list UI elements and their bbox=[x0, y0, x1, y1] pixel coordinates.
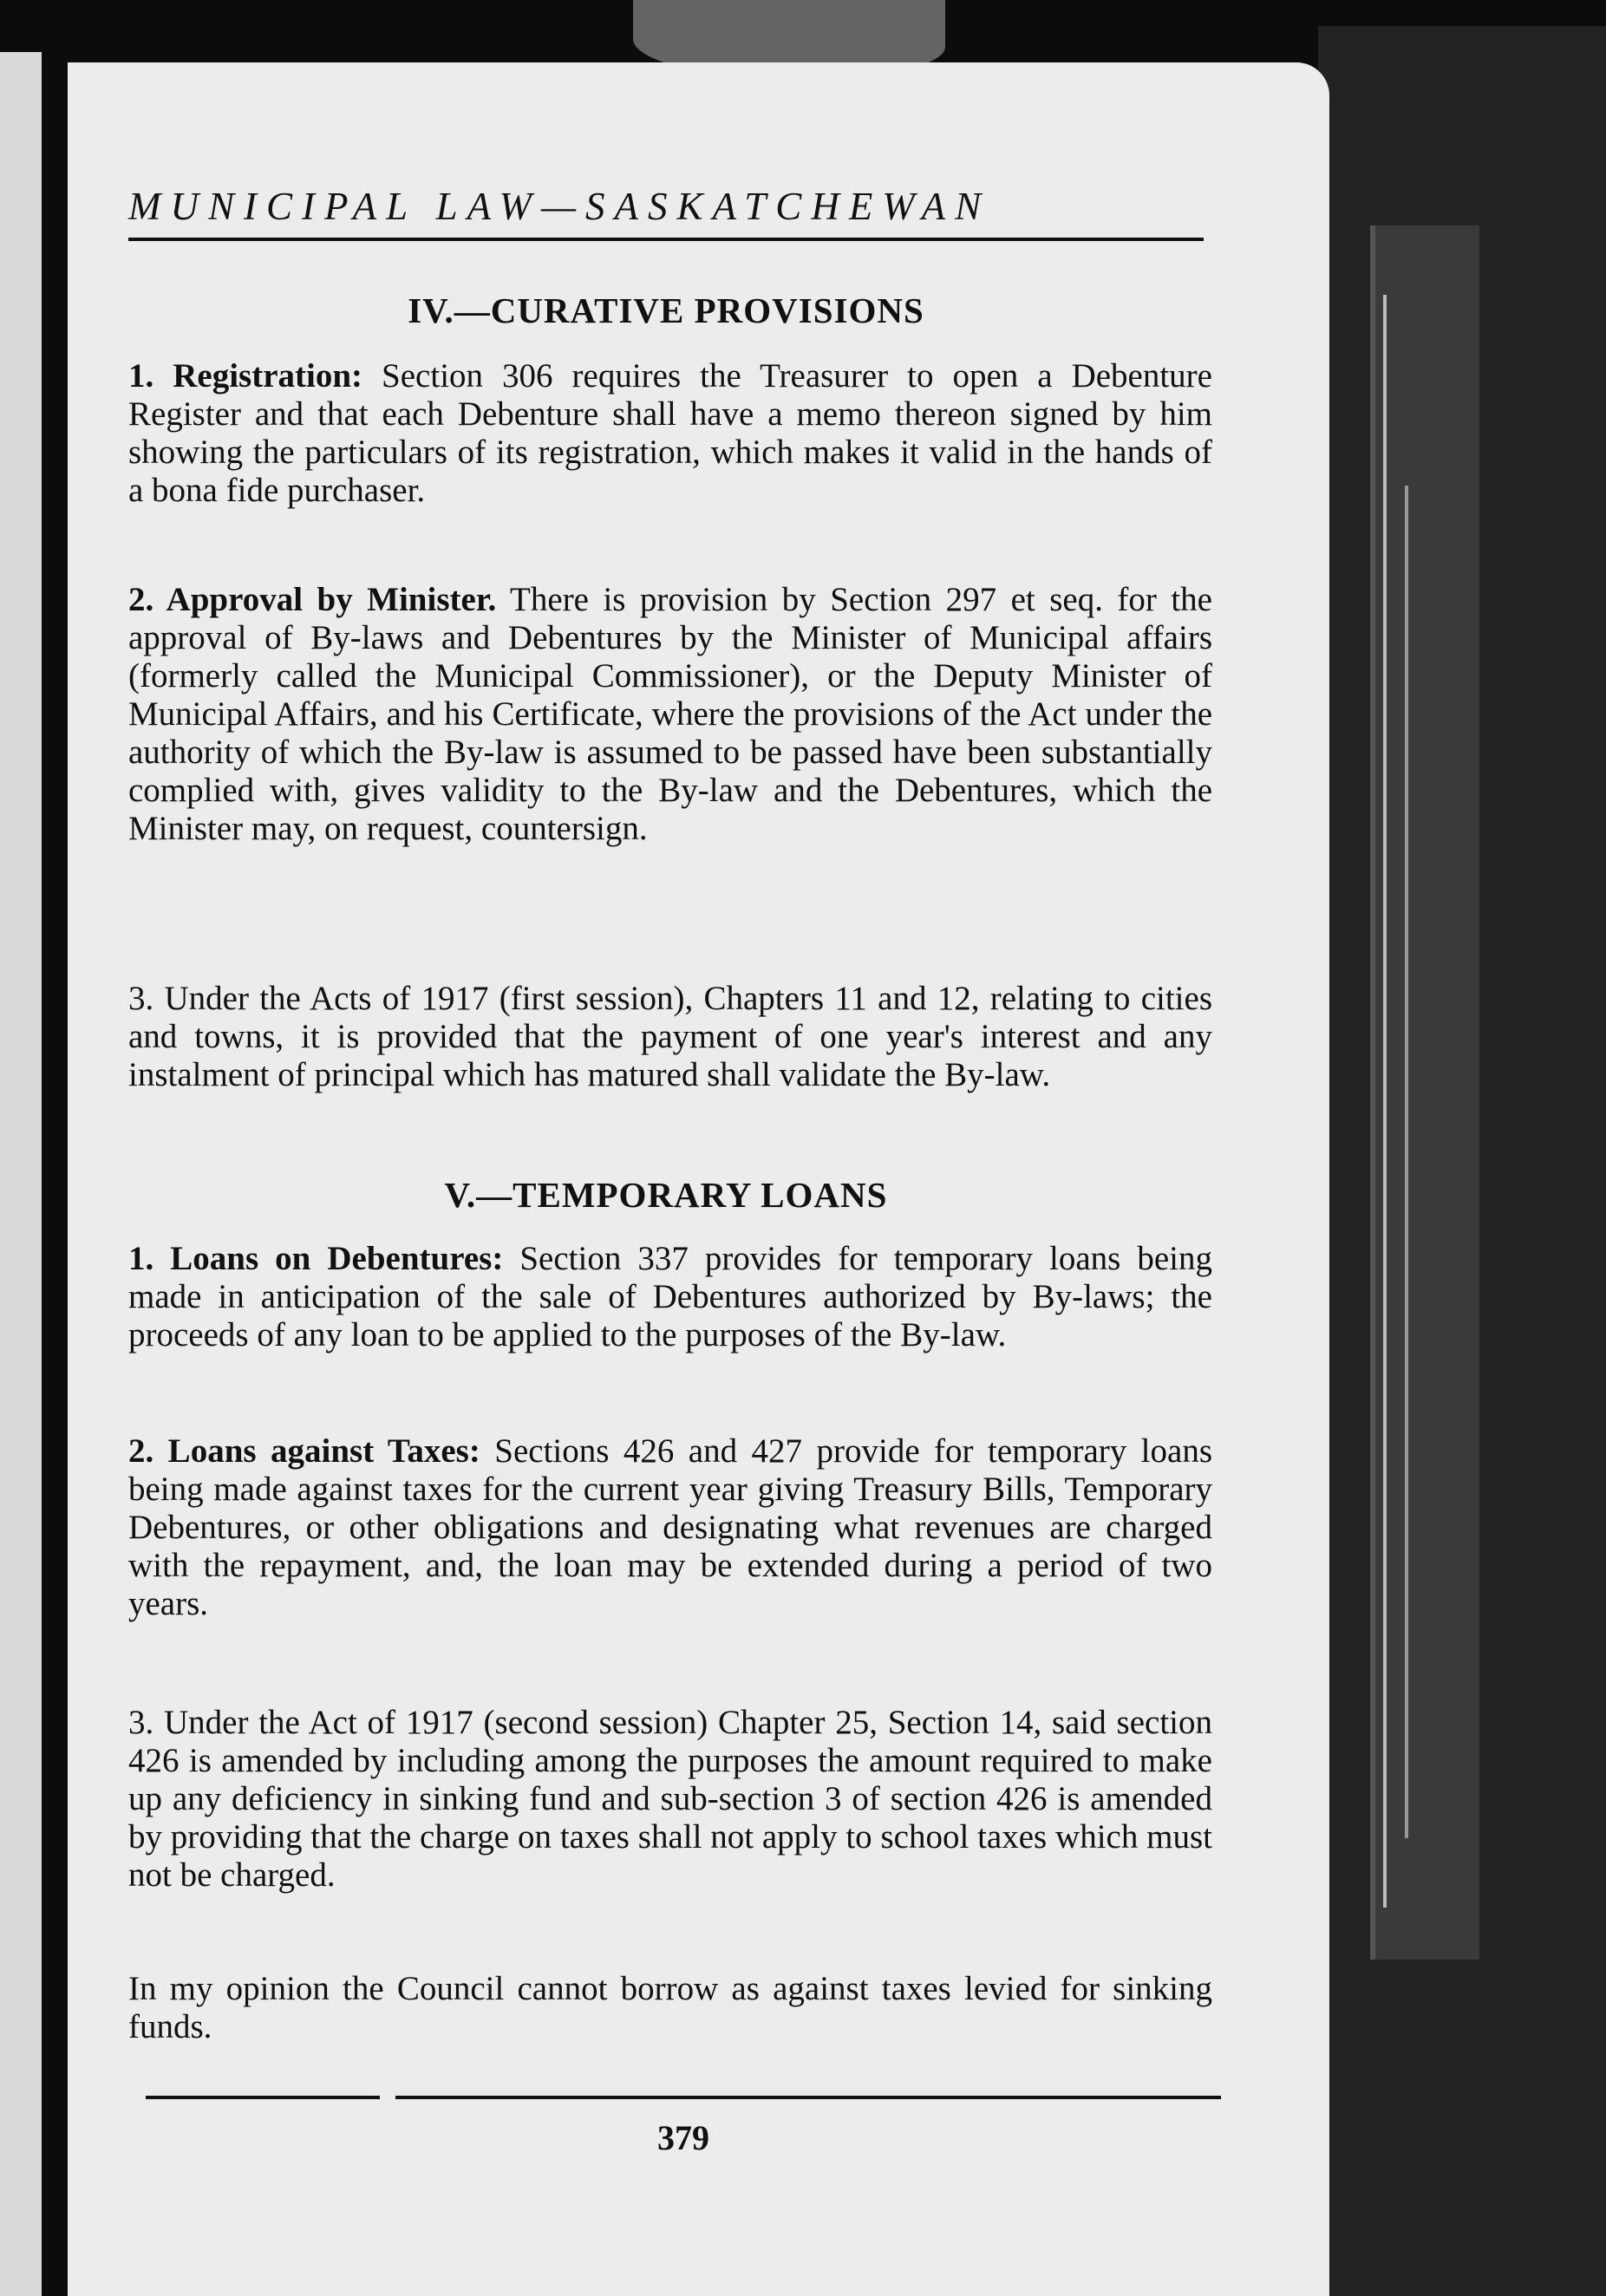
paragraph-lead: 2. Loans against Taxes: bbox=[128, 1432, 480, 1470]
paragraph-registration bbox=[128, 357, 1212, 510]
tab-edge-line bbox=[1383, 295, 1387, 1908]
facing-page-edge bbox=[0, 52, 42, 2296]
page-number: 379 bbox=[657, 2118, 709, 2157]
paragraph-loans-taxes bbox=[128, 1432, 1212, 1623]
footer-rule-gap bbox=[380, 2090, 395, 2102]
running-head: MUNICIPAL LAW—SASKATCHEWAN bbox=[128, 184, 1204, 241]
paragraph-text: 3. Under the Acts of 1917 (first session), Chapters 11 and 12, relating to cities and towns, it is provided that the payment of one year's interest and any instalment of principal which has matured shall validate the By-law. bbox=[128, 980, 1212, 1093]
tab-edge-line bbox=[1405, 486, 1408, 1838]
paragraph-act-1917-second bbox=[128, 1704, 1212, 1895]
paragraph-lead: 2. Approval by Minister. bbox=[128, 581, 497, 618]
paragraph-text: There is provision by Section 297 et seq. for the approval of By-laws and Debentures by the Minister of Municipal affairs (formerly called the Municipal Commissioner), or the Deputy Minister of Municipal Affairs, and his Certificate, where the provisions of the Act under the authority of which the By-law is assumed to be passed have been substantially complied with, gives validity to the By-law and the Debentures, which the Minister may, on request, countersign. bbox=[128, 581, 1212, 847]
paragraph-text: Section 306 requires the Treasurer to open a Debenture Register and that each Debenture shall have a memo thereon signed by him showing the particulars of its registration, which makes it valid in the hands of a bona fide purchaser. bbox=[128, 357, 1212, 509]
footer-rule bbox=[146, 2096, 1221, 2099]
paragraph-lead: 1. Registration: bbox=[128, 357, 363, 395]
paragraph-acts-1917 bbox=[128, 980, 1212, 1094]
paragraph-text: In my opinion the Council cannot borrow as against taxes levied for sinking funds. bbox=[128, 1970, 1212, 2045]
paragraph-lead: 1. Loans on Debentures: bbox=[128, 1240, 504, 1277]
paragraph-approval bbox=[128, 581, 1212, 848]
paragraph-text: Sections 426 and 427 provide for temporary loans being made against taxes for the current year giving Treasury Bills, Temporary Debentures, or other obligations and designating what revenues are charged with the repayment, and, the loan may be extended during a period of two years. bbox=[128, 1432, 1212, 1622]
paragraph-text: Section 337 provides for temporary loans being made in anticipation of the sale of Debentures authorized by By-laws; the proceeds of any loan to be applied to the purposes of the By-law. bbox=[128, 1240, 1213, 1353]
paragraph-text: 3. Under the Act of 1917 (second session) Chapter 25, Section 14, said section 426 is amended by including among the purposes the amount required to make up any deficiency in sinking fund and sub-section 3 of section 426 is amended by providing that the charge on taxes shall not apply to school taxes which must not be charged. bbox=[128, 1704, 1212, 1894]
section-title-curative: IV.—CURATIVE PROVISIONS bbox=[408, 290, 924, 330]
book-page bbox=[68, 62, 1329, 2296]
paragraph-opinion bbox=[128, 1970, 1212, 2046]
paragraph-loans-debentures bbox=[128, 1240, 1212, 1354]
section-title-temporary-loans: V.—TEMPORARY LOANS bbox=[444, 1175, 888, 1215]
